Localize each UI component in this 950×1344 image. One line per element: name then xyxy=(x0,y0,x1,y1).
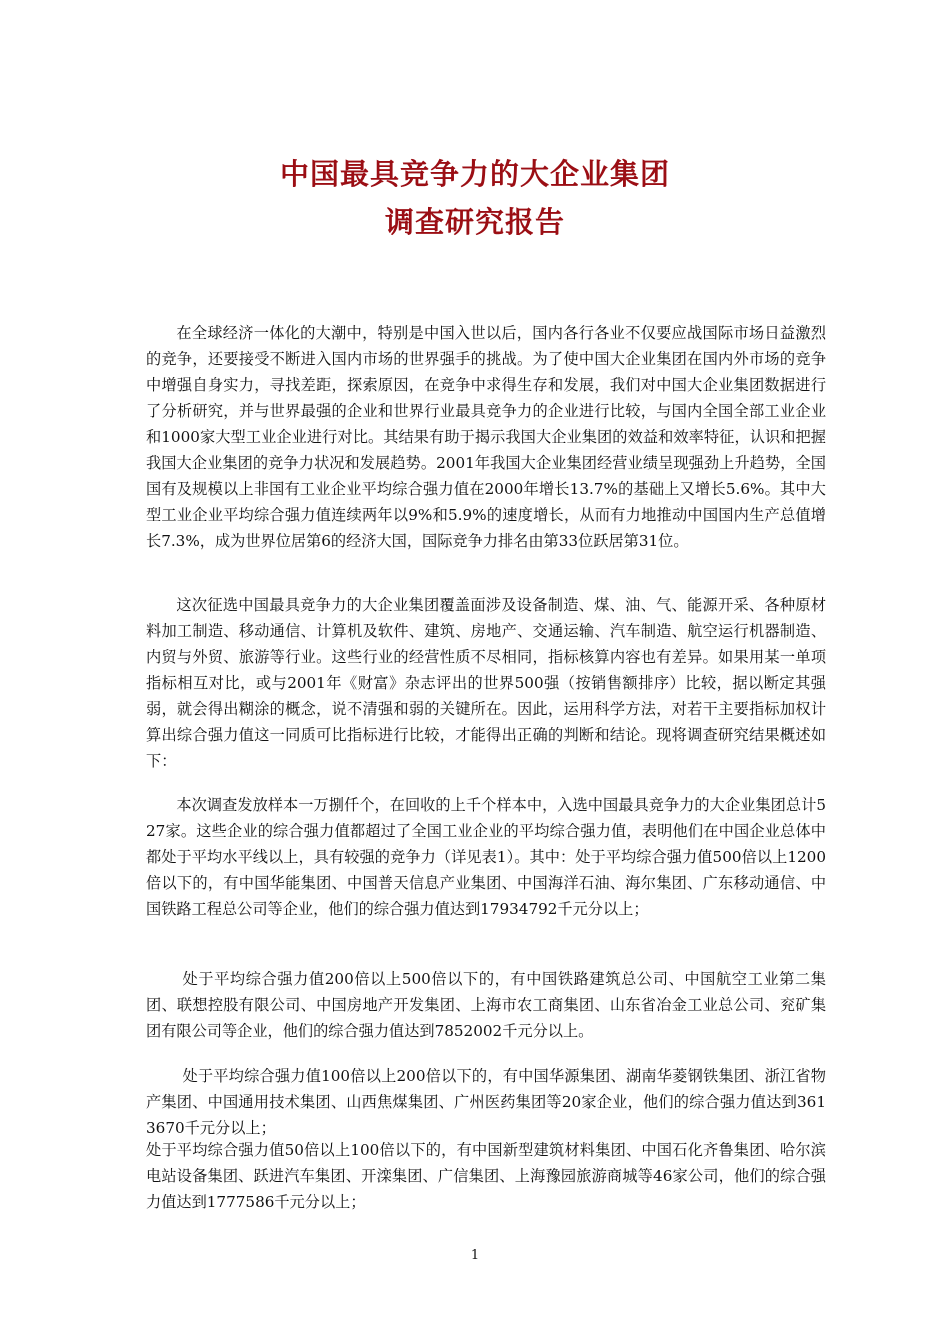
paragraph-100-200-tier: 处于平均综合强力值100倍以上200倍以下的，有中国华源集团、湖南华菱钢铁集团、浙江省物产集团、中国通用技术集团、山西焦煤集团、广州医药集团等20家企业，他们的综合强力值达到3613670千元分以上； xyxy=(146,1067,826,1137)
paragraph-50-100-tier: 处于平均综合强力值50倍以上100倍以下的，有中国新型建筑材料集团、中国石化齐鲁集团、哈尔滨电站设备集团、跃进汽车集团、开滦集团、广信集团、上海豫园旅游商城等46家公司，他们的综合强力值达到1777586千元分以上； xyxy=(146,1141,826,1211)
paragraph-industry-coverage: 这次征选中国最具竞争力的大企业集团覆盖面涉及设备制造、煤、油、气、能源开采、各种原材料加工制造、移动通信、计算机及软件、建筑、房地产、交通运输、汽车制造、航空运行机器制造、内贸与外贸、旅游等行业。这些行业的经营性质不尽相同，指标核算内容也有差异。如果用某一单项指标相互对比，或与2001年《财富》杂志评出的世界500强（按销售额排序）比较，据以断定其强弱，就会得出糊涂的概念，说不清强和弱的关键所在。因此，运用科学方法，对若干主要指标加权计算出综合强力值这一同质可比指标进行比较，才能得出正确的判断和结论。现将调查研究结果概述如下： xyxy=(146,596,826,770)
page-number: 1 xyxy=(470,1248,480,1263)
paragraph-introduction: 在全球经济一体化的大潮中，特别是中国入世以后，国内各行各业不仅要应战国际市场日益激烈的竞争，还要接受不断进入国内市场的世界强手的挑战。为了使中国大企业集团在国内外市场的竞争中增强自身实力，寻找差距，探索原因，在竞争中求得生存和发展，我们对中国大企业集团数据进行了分析研究，并与世界最强的企业和世界行业最具竞争力的企业进行比较，与国内全国全部工业企业和1000家大型工业企业进行对比。其结果有助于揭示我国大企业集团的效益和效率特征，认识和把握我国大企业集团的竞争力状况和发展趋势。2001年我国大企业集团经营业绩呈现强劲上升趋势，全国国有及规模以上非国有工业企业平均综合强力值在2000年增长13.7%的基础上又增长5.6%。其中大型工业企业平均综合强力值连续两年以9%和5.9%的速度增长，从而有力地推动中国国内生产总值增长7.3%，成为世界位居第6的经济大国，国际竞争力排名由第33位跃居第31位。 xyxy=(146,324,826,550)
paragraph-survey-results: 本次调查发放样本一万捌仟个，在回收的上千个样本中，入选中国最具竞争力的大企业集团总计527家。这些企业的综合强力值都超过了全国工业企业的平均综合强力值，表明他们在中国企业总体中都处于平均水平线以上，具有较强的竞争力（详见表1）。其中：处于平均综合强力值500倍以上1200倍以下的，有中国华能集团、中国普天信息产业集团、中国海洋石油、海尔集团、广东移动通信、中国铁路工程总公司等企业，他们的综合强力值达到17934792千元分以上； xyxy=(146,796,826,918)
document-title-line-1: 中国最具竞争力的大企业集团 xyxy=(279,157,670,191)
paragraph-200-500-tier: 处于平均综合强力值200倍以上500倍以下的，有中国铁路建筑总公司、中国航空工业第二集团、联想控股有限公司、中国房地产开发集团、上海市农工商集团、山东省冶金工业总公司、兖矿集团有限公司等企业，他们的综合强力值达到7852002千元分以上。 xyxy=(146,970,826,1040)
document-title-line-2: 调查研究报告 xyxy=(384,205,565,239)
